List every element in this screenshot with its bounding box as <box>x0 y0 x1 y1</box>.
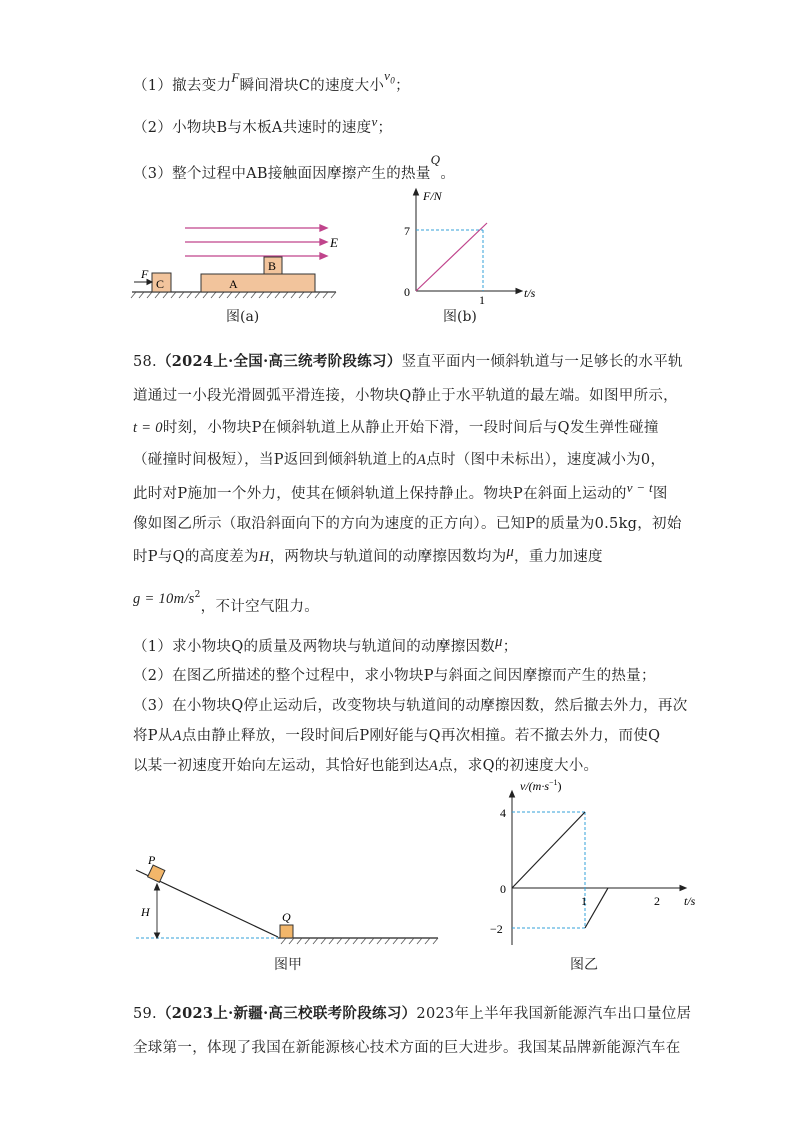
axis-label-F: F/N <box>423 189 442 203</box>
q59-line2: 全球第一，体现了我国在新能源核心技术方面的巨大进步。我国某品牌新能源汽车在 <box>133 1040 681 1056</box>
block-P <box>148 865 165 882</box>
tick-minus2: −2 <box>490 922 503 936</box>
tick-7: 7 <box>404 224 410 238</box>
axis-label-v: $v/(m\cdot s^{-1})$ <box>520 778 562 793</box>
ground-hatch <box>281 938 438 944</box>
q58-sub3-line1: （3）在小物块Q停止运动后，改变物块与轨道间的动摩擦因数，然后撤去外力，再次 <box>133 698 688 714</box>
q58-line8: $g = 10m/s^2$，不计空气阻力。 <box>133 590 320 615</box>
ground-hatch <box>131 292 336 298</box>
q58-line5: 此时对P施加一个外力，使其在倾斜轨道上保持静止。物块P在斜面上运动的v − t图 <box>133 480 668 502</box>
q58-line7: 时P与Q的高度差为H，两物块与轨道间的动摩擦因数均为μ，重力加速度 <box>133 544 603 565</box>
q57-sub3: （3）整个过程中AB接触面因摩擦产生的热量Q。 <box>133 152 456 182</box>
q58-line4: （碰撞时间极短），当P返回到倾斜轨道上的A点时（图中未标出），速度减小为0， <box>133 452 666 468</box>
tick-4: 4 <box>500 806 506 820</box>
q58-line6: 像如图乙所示（取沿斜面向下的方向为速度的正方向）。已知P的质量为0.5kg，初始 <box>133 516 682 532</box>
figure-jia <box>130 850 445 950</box>
tick-2: 2 <box>654 894 660 908</box>
label-Q: Q <box>282 910 291 924</box>
height-arrow-icon <box>155 884 160 938</box>
v-t-graph <box>512 812 608 928</box>
tick-1: 1 <box>479 293 485 305</box>
label-B: B <box>268 259 277 273</box>
q58-sub3-line3: 以某一初速度开始向左运动，其恰好也能到达A点，求Q的初速度大小。 <box>133 758 599 774</box>
label-P: P <box>148 853 156 867</box>
tick-0: 0 <box>404 285 410 299</box>
q59-source: （2023上·新疆·高三校联考阶段练习） <box>156 1005 417 1022</box>
label-F: F <box>141 267 149 281</box>
figure-jia-caption: 图甲 <box>274 957 302 973</box>
figure-b-caption: 图(b) <box>443 309 477 325</box>
board-A <box>201 274 315 292</box>
electric-field-lines <box>185 225 327 259</box>
F-t-line <box>416 223 487 291</box>
q58-sub1: （1）求小物块Q的质量及两物块与轨道间的动摩擦因数μ； <box>133 634 518 655</box>
q58-sub2: （2）在图乙所描述的整个过程中，求小物块P与斜面之间因摩擦而产生的热量； <box>133 668 656 684</box>
label-E: E <box>330 235 338 250</box>
q58-line2: 道通过一小段光滑圆弧平滑连接，小物块Q静止于水平轨道的最左端。如图甲所示， <box>133 388 678 404</box>
label-H: H <box>141 905 150 919</box>
q58-line3: t = 0时刻，小物块P在倾斜轨道上从静止开始下滑，一段时间后与Q发生弹性碰撞 <box>133 420 659 436</box>
label-C: C <box>156 277 165 291</box>
q57-sub2: （2）小物块B与木板A共速时的速度v； <box>133 114 393 136</box>
q58-source: （2024上·全国·高三统考阶段练习） <box>156 353 402 370</box>
block-Q <box>280 925 293 938</box>
tick-0: 0 <box>500 882 506 896</box>
q59-line1: 59.（2023上·新疆·高三校联考阶段练习）2023年上半年我国新能源汽车出口量位居 <box>133 1005 692 1022</box>
tick-1: 1 <box>581 894 587 908</box>
q58-sub3-line2: 将P从A点由静止释放，一段时间后P刚好能与Q再次相撞。若不撤去外力，而使Q <box>133 728 661 744</box>
figure-yi <box>480 775 700 950</box>
q58-line1: 58.（2024上·全国·高三统考阶段练习）竖直平面内一倾斜轨道与一足够长的水平轨 <box>133 353 683 370</box>
axis-label-t: t/s <box>684 894 696 908</box>
figure-b <box>390 185 550 305</box>
figure-a-caption: 图(a) <box>226 309 260 325</box>
label-A: A <box>229 277 238 291</box>
q57-sub1: （1）撤去变力F瞬间滑块C的速度大小$v_0$； <box>133 68 410 94</box>
axis-label-t: t/s <box>524 286 536 300</box>
figure-yi-caption: 图乙 <box>570 957 598 973</box>
